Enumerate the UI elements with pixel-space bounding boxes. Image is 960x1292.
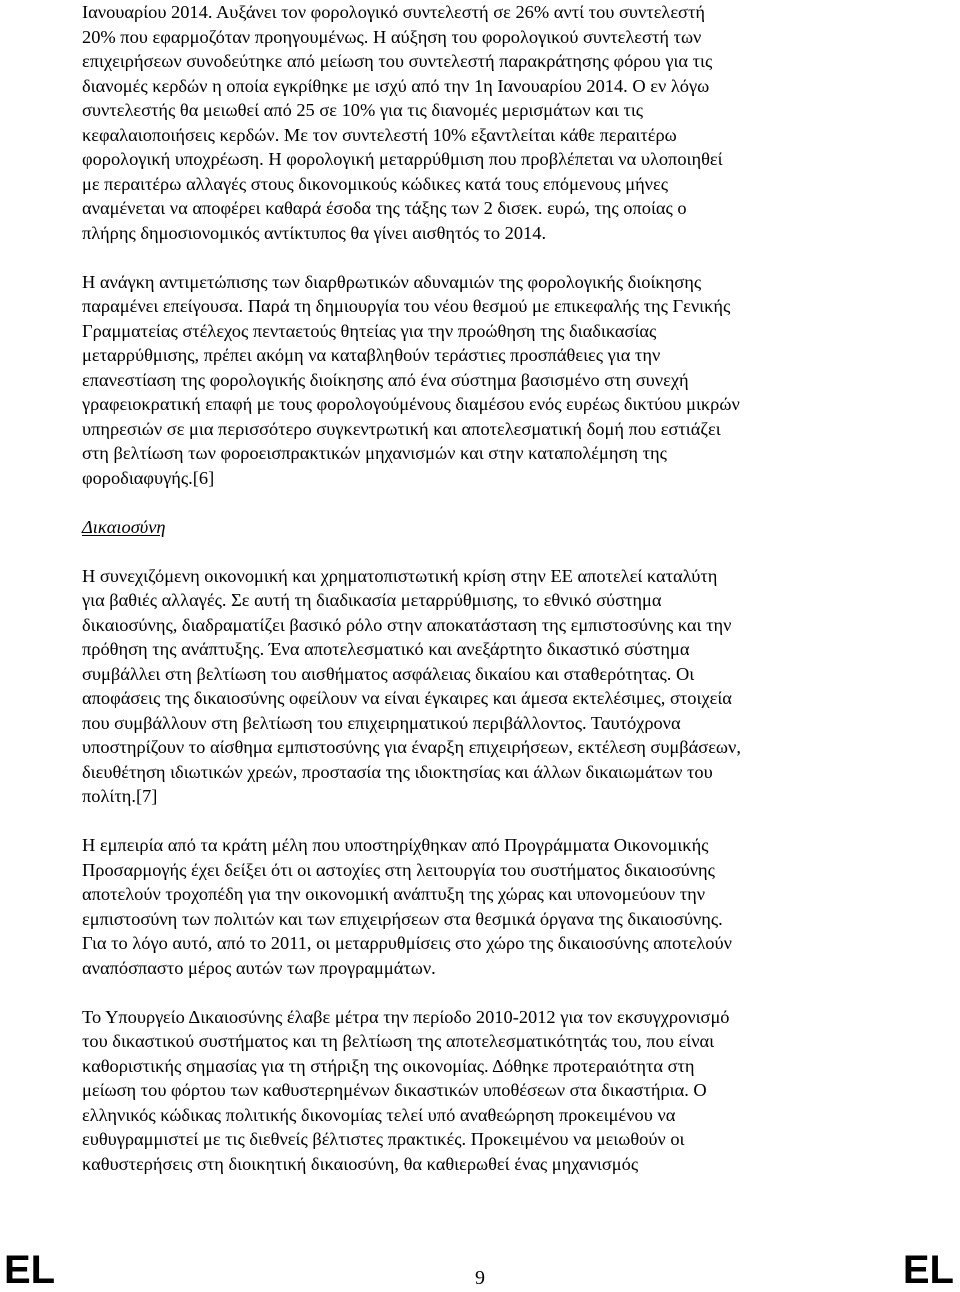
footer-language-label-left: EL — [4, 1248, 56, 1292]
text-line: διευθέτηση ιδιωτικών χρεών, προστασία της ιδιοκτησίας και άλλων δικαιωμάτων του — [82, 761, 713, 782]
text-line: πλήρης δημοσιονομικός αντίκτυπος θα γίνει αισθητός το 2014. — [82, 222, 547, 243]
paragraph-spacer — [82, 245, 882, 270]
text-line: 20% που εφαρμοζόταν προηγουμένως. Η αύξηση του φορολογικού συντελεστή των — [82, 26, 702, 47]
text-line: που συμβάλλουν στη βελτίωση του επιχειρηματικού περιβάλλοντος. Ταυτόχρονα — [82, 712, 681, 733]
text-line: στη βελτίωση των φοροεισπρακτικών μηχανισμών και στην καταπολέμηση της — [82, 443, 667, 463]
paragraph-spacer — [82, 490, 882, 515]
text-line: του δικαστικού συστήματος και τη βελτίωση της αποτελεσματικότητάς του, που είναι — [82, 1031, 715, 1051]
text-line: αποφάσεις της δικαιοσύνης οφείλουν να είναι έγκαιρες και άμεσα εκτελέσιμες, στοιχεία — [82, 688, 732, 708]
text-line: Το Υπουργείο Δικαιοσύνης έλαβε μέτρα την περίοδο 2010-2012 για τον εκσυγχρονισμό — [82, 1006, 730, 1027]
text-line: Η εμπειρία από τα κράτη μέλη που υποστηρίχθηκαν από Προγράμματα Οικονομικής — [82, 835, 709, 855]
text-line: επιχειρήσεων συνοδεύτηκε από μείωση του συντελεστή παρακράτησης φόρου για τις — [82, 51, 713, 71]
paragraph-justice-crisis — [82, 564, 882, 809]
text-line: καθυστερήσεις στη διοικητική δικαιοσύνη, θα καθιερωθεί ένας μηχανισμός — [82, 1153, 639, 1174]
paragraph-tax-rate — [82, 0, 882, 245]
paragraph-programme-experience — [82, 833, 882, 980]
text-line: Η ανάγκη αντιμετώπισης των διαρθρωτικών αδυναμιών της φορολογικής διοίκησης — [82, 271, 702, 292]
text-line: εμπιστοσύνη των πολιτών και των επιχειρήσεων στα θεσμικά όργανα της δικαιοσύνης. — [82, 908, 723, 929]
text-line: Προσαρμογής έχει δείξει ότι οι αστοχίες στη λειτουργία του συστήματος δικαιοσύνης — [82, 859, 715, 880]
text-line: πολίτη.[7] — [82, 786, 158, 806]
text-line: παραμένει επείγουσα. Παρά τη δημιουργία του νέου θεσμού με επικεφαλής της Γενικής — [82, 296, 731, 316]
text-line: φοροδιαφυγής.[6] — [82, 467, 215, 488]
page-number: 9 — [475, 1267, 485, 1289]
text-line: αποτελούν τροχοπέδη για την οικονομική ανάπτυξη της χώρας και υπονομεύουν την — [82, 884, 706, 904]
paragraph-ministry-measures — [82, 1005, 882, 1177]
text-line: υποστηρίζουν το αίσθημα εμπιστοσύνης για έναρξη επιχειρήσεων, εκτέλεση συμβάσεων, — [82, 737, 741, 757]
text-line: κεφαλαιοποιήσεις κερδών. Με τον συντελεστή 10% εξαντλείται κάθε περαιτέρω — [82, 124, 677, 145]
text-line: αναπόσπαστο μέρος αυτών των προγραμμάτων. — [82, 957, 436, 978]
text-line: Ιανουαρίου 2014. Αυξάνει τον φορολογικό συντελεστή σε 26% αντί του συντελεστή — [82, 2, 705, 22]
text-line: γραφειοκρατική επαφή με τους φορολογούμένους διαμέσου ενός ευρέως δικτύου μικρών — [82, 394, 740, 414]
text-line: φορολογική υποχρέωση. Η φορολογική μεταρρύθμιση που προβλέπεται να υλοποιηθεί — [82, 149, 723, 169]
section-heading-justice: Δικαιοσύνη — [82, 516, 166, 537]
footer-language-label-right: EL — [902, 1248, 954, 1292]
text-line: με περαιτέρω αλλαγές στους δικονομικούς κώδικες κατά τους επόμενους μήνες — [82, 173, 669, 194]
text-line: Για το λόγο αυτό, από το 2011, οι μεταρρυθμίσεις στο χώρο της δικαιοσύνης αποτελούν — [82, 933, 732, 953]
text-line: συντελεστής θα μειωθεί από 25 σε 10% για τις διανομές μερισμάτων και τις — [82, 100, 644, 120]
paragraph-spacer — [82, 539, 882, 564]
text-line: αναμένεται να αποφέρει καθαρά έσοδα της τάξης των 2 δισεκ. ευρώ, της οποίας ο — [82, 198, 687, 218]
text-line: διανομές κερδών η οποία εγκρίθηκε με ισχύ από την 1η Ιανουαρίου 2014. Ο εν λόγω — [82, 75, 710, 96]
text-line: για βαθιές αλλαγές. Σε αυτή τη διαδικασία μεταρρύθμισης, το εθνικό σύστημα — [82, 590, 662, 610]
text-line: καθοριστικής σημασίας για τη στήριξη της οικονομίας. Δόθηκε προτεραιότητα στη — [82, 1055, 695, 1076]
document-body — [82, 0, 882, 1176]
text-line: δικαιοσύνης, διαδραματίζει βασικό ρόλο στην αποκατάσταση της εμπιστοσύνης και την — [82, 614, 732, 635]
text-line: επανεστίαση της φορολογικής διοίκησης από ένα σύστημα βασισμένο στη συνεχή — [82, 369, 689, 390]
text-line: μεταρρύθμισης, πρέπει ακόμη να καταβληθούν τεράστιες προσπάθειες για την — [82, 345, 661, 365]
text-line: Η συνεχιζόμενη οικονομική και χρηματοπιστωτική κρίση στην ΕΕ αποτελεί καταλύτη — [82, 565, 718, 586]
text-line: ευθυγραμμιστεί με τις διεθνείς βέλτιστες πρακτικές. Προκειμένου να μειωθούν οι — [82, 1129, 685, 1149]
text-line: ελληνικός κώδικας πολιτικής δικονομίας τελεί υπό αναθεώρηση προκειμένου να — [82, 1104, 676, 1125]
paragraph-tax-administration — [82, 270, 882, 491]
text-line: πρόθηση της ανάπτυξης. Ένα αποτελεσματικό και ανεξάρτητο δικαστικό σύστημα — [82, 639, 690, 659]
paragraph-spacer — [82, 809, 882, 834]
text-line: υπηρεσιών σε μια περισσότερο συγκεντρωτική και αποτελεσματική δομή που εστιάζει — [82, 418, 721, 439]
text-line: Γραμματείας στέλεχος πενταετούς θητείας για την προώθηση της διαδικασίας — [82, 320, 657, 341]
text-line: συμβάλλει στη βελτίωση του αισθήματος ασφάλειας δικαίου και σταθερότητας. Οι — [82, 663, 695, 684]
text-line: μείωση του φόρτου των καθυστερημένων δικαστικών υποθέσεων στα δικαστήρια. Ο — [82, 1080, 707, 1100]
paragraph-spacer — [82, 980, 882, 1005]
